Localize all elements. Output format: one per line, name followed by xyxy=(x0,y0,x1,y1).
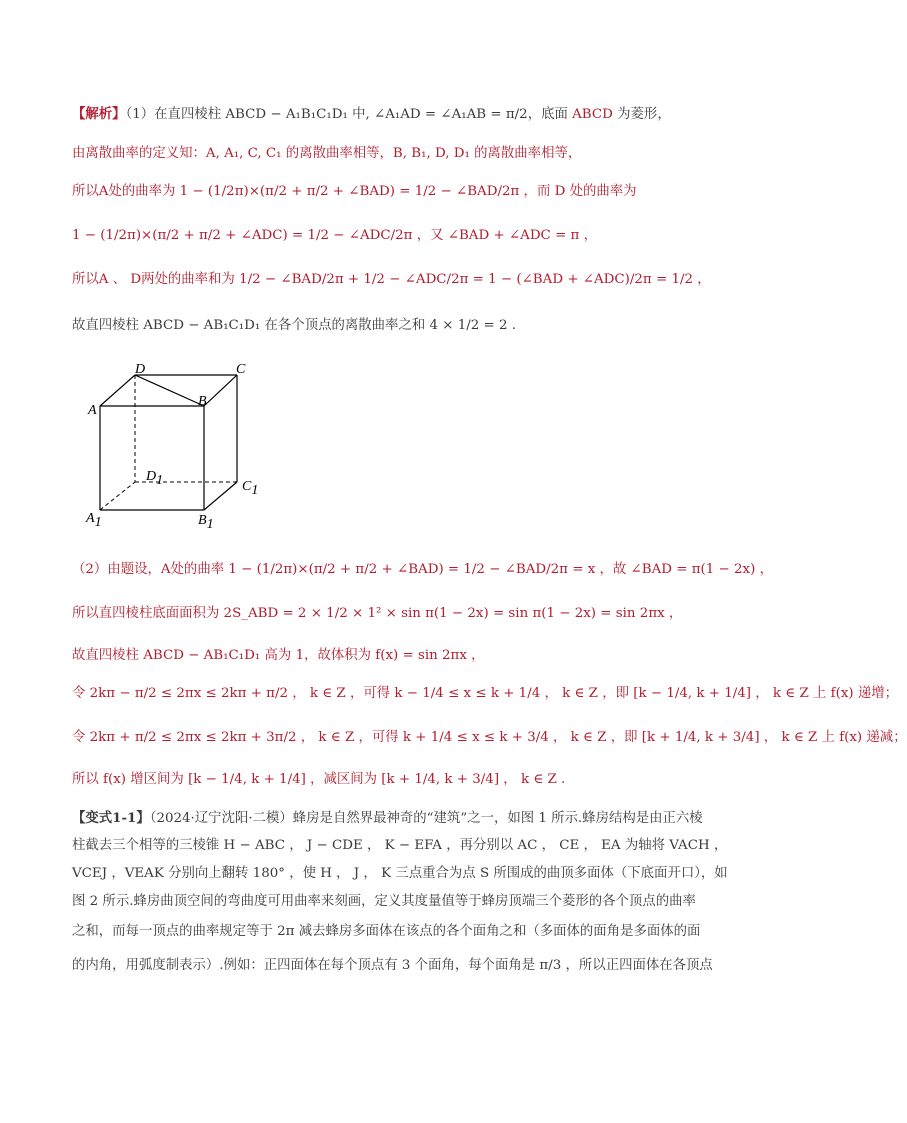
label-B: B xyxy=(198,394,207,409)
text-span: （2024·辽宁沈阳·二模）蜂房是自然界最神奇的“建筑”之一，如图 1 所示.蜂房结构是由正六棱 xyxy=(149,811,703,826)
hidden-edge-A1-D1 xyxy=(100,482,135,510)
text-span: ABCD xyxy=(572,107,613,122)
text-span: 令 2kπ − π/2 ≤ 2πx ≤ 2kπ + π/2 ， k ∈ Z ，可得 k − 1/4 ≤ x ≤ k + 1/4 ， k ∈ Z ，即 [k − 1/4, k + 1/4] ， k ∈ Z 上 f(x) 递增； xyxy=(72,686,899,701)
text-span: 故直四棱柱 ABCD − AB₁C₁D₁ 在各个顶点的离散曲率之和 4 × 1/2 = 2 . xyxy=(72,318,517,333)
text-line xyxy=(72,646,732,666)
text-line xyxy=(72,270,732,290)
text-span: 为菱形， xyxy=(612,107,671,122)
edge-A-D xyxy=(100,375,135,406)
text-line xyxy=(72,316,732,336)
label-D1: D1 xyxy=(146,469,164,488)
text-span: 故直四棱柱 ABCD − AB₁C₁D₁ 高为 1，故体积为 f(x) = sin 2πx ， xyxy=(72,648,485,663)
text-line xyxy=(72,182,732,202)
edge-B-C xyxy=(204,375,237,406)
text-span: 之和，而每一顶点的曲率规定等于 2π 减去蜂房多面体在该点的各个面角之和（多面体的面角是多面体的面 xyxy=(72,924,701,939)
text-line xyxy=(72,864,732,884)
text-span: 所以 f(x) 增区间为 [k − 1/4, k + 1/4] ，减区间为 [k + 1/4, k + 3/4] ， k ∈ Z . xyxy=(72,772,566,787)
text-span: 所以A 、 D两处的曲率和为 1/2 − ∠BAD/2π + 1/2 − ∠ADC/2π = 1 − (∠BAD + ∠ADC)/2π = 1/2 ， xyxy=(72,272,711,287)
label-A1: A1 xyxy=(86,511,102,530)
text-line xyxy=(72,728,907,748)
text-span: 1 − (1/2π)×(π/2 + π/2 + ∠ADC) = 1/2 − ∠ADC/2π ，又 ∠BAD + ∠ADC = π ， xyxy=(72,228,597,243)
text-line xyxy=(72,892,732,912)
text-span: 所以A处的曲率为 1 − (1/2π)×(π/2 + π/2 + ∠BAD) = 1/2 − ∠BAD/2π ，而 D 处的曲率为 xyxy=(72,184,637,199)
text-line xyxy=(72,684,899,704)
text-span: 图 2 所示.蜂房曲顶空间的弯曲度可用曲率来刻画，定义其度量值等于蜂房顶端三个菱形的各个顶点的曲率 xyxy=(72,894,696,909)
text-span: VCEJ ，VEAK 分别向上翻转 180° ，使 H ， J ， K 三点重合为点 S 所围成的曲顶多面体（下底面开口），如 xyxy=(72,866,728,881)
text-line xyxy=(72,560,773,580)
text-line xyxy=(72,770,732,790)
prism-figure xyxy=(80,362,280,532)
text-span: 【变式1-1】 xyxy=(72,810,150,826)
text-span: 【解析】 xyxy=(72,106,126,122)
text-span: 令 2kπ + π/2 ≤ 2πx ≤ 2kπ + 3π/2 ， k ∈ Z ，可得 k + 1/4 ≤ x ≤ k + 3/4 ， k ∈ Z ，即 [k + 1/4, k + 3/4] ， k ∈ Z 上 f(x) 递减； xyxy=(72,730,907,745)
text-line xyxy=(72,104,732,125)
text-span: （2）由题设，A处的曲率 1 − (1/2π)×(π/2 + π/2 + ∠BAD) = 1/2 − ∠BAD/2π = x ，故 ∠BAD = π(1 − 2x) ， xyxy=(72,562,773,577)
label-D: D xyxy=(135,362,146,377)
edge-D-B xyxy=(135,375,204,406)
label-C1: C1 xyxy=(242,479,259,498)
text-line xyxy=(72,604,732,624)
text-line xyxy=(72,226,732,246)
edge-B1-C1 xyxy=(204,482,237,510)
label-A: A xyxy=(88,403,97,418)
text-line xyxy=(72,144,732,164)
text-span: （1）在直四棱柱 ABCD − A₁B₁C₁D₁ 中, ∠A₁AD = ∠A₁AB = π/2，底面 xyxy=(125,107,573,122)
text-line xyxy=(72,956,732,976)
label-C: C xyxy=(236,362,246,377)
text-span: 所以直四棱柱底面面积为 2S_ABD = 2 × 1/2 × 1² × sin π(1 − 2x) = sin π(1 − 2x) = sin 2πx ， xyxy=(72,606,683,621)
text-span: 的内角，用弧度制表示）.例如：正四面体在每个顶点有 3 个面角，每个面角是 π/3 ，所以正四面体在各顶点 xyxy=(72,958,713,973)
text-span: 由离散曲率的定义知：A, A₁, C, C₁ 的离散曲率相等，B, B₁, D, D₁ 的离散曲率相等， xyxy=(72,146,582,161)
text-line xyxy=(72,922,732,942)
text-line xyxy=(72,836,732,856)
text-line xyxy=(72,808,732,829)
label-B1: B1 xyxy=(198,513,214,532)
text-span: 柱截去三个相等的三棱锥 H − ABC ， J − CDE ， K − EFA ，再分别以 AC ， CE ， EA 为轴将 VACH ， xyxy=(72,838,728,853)
